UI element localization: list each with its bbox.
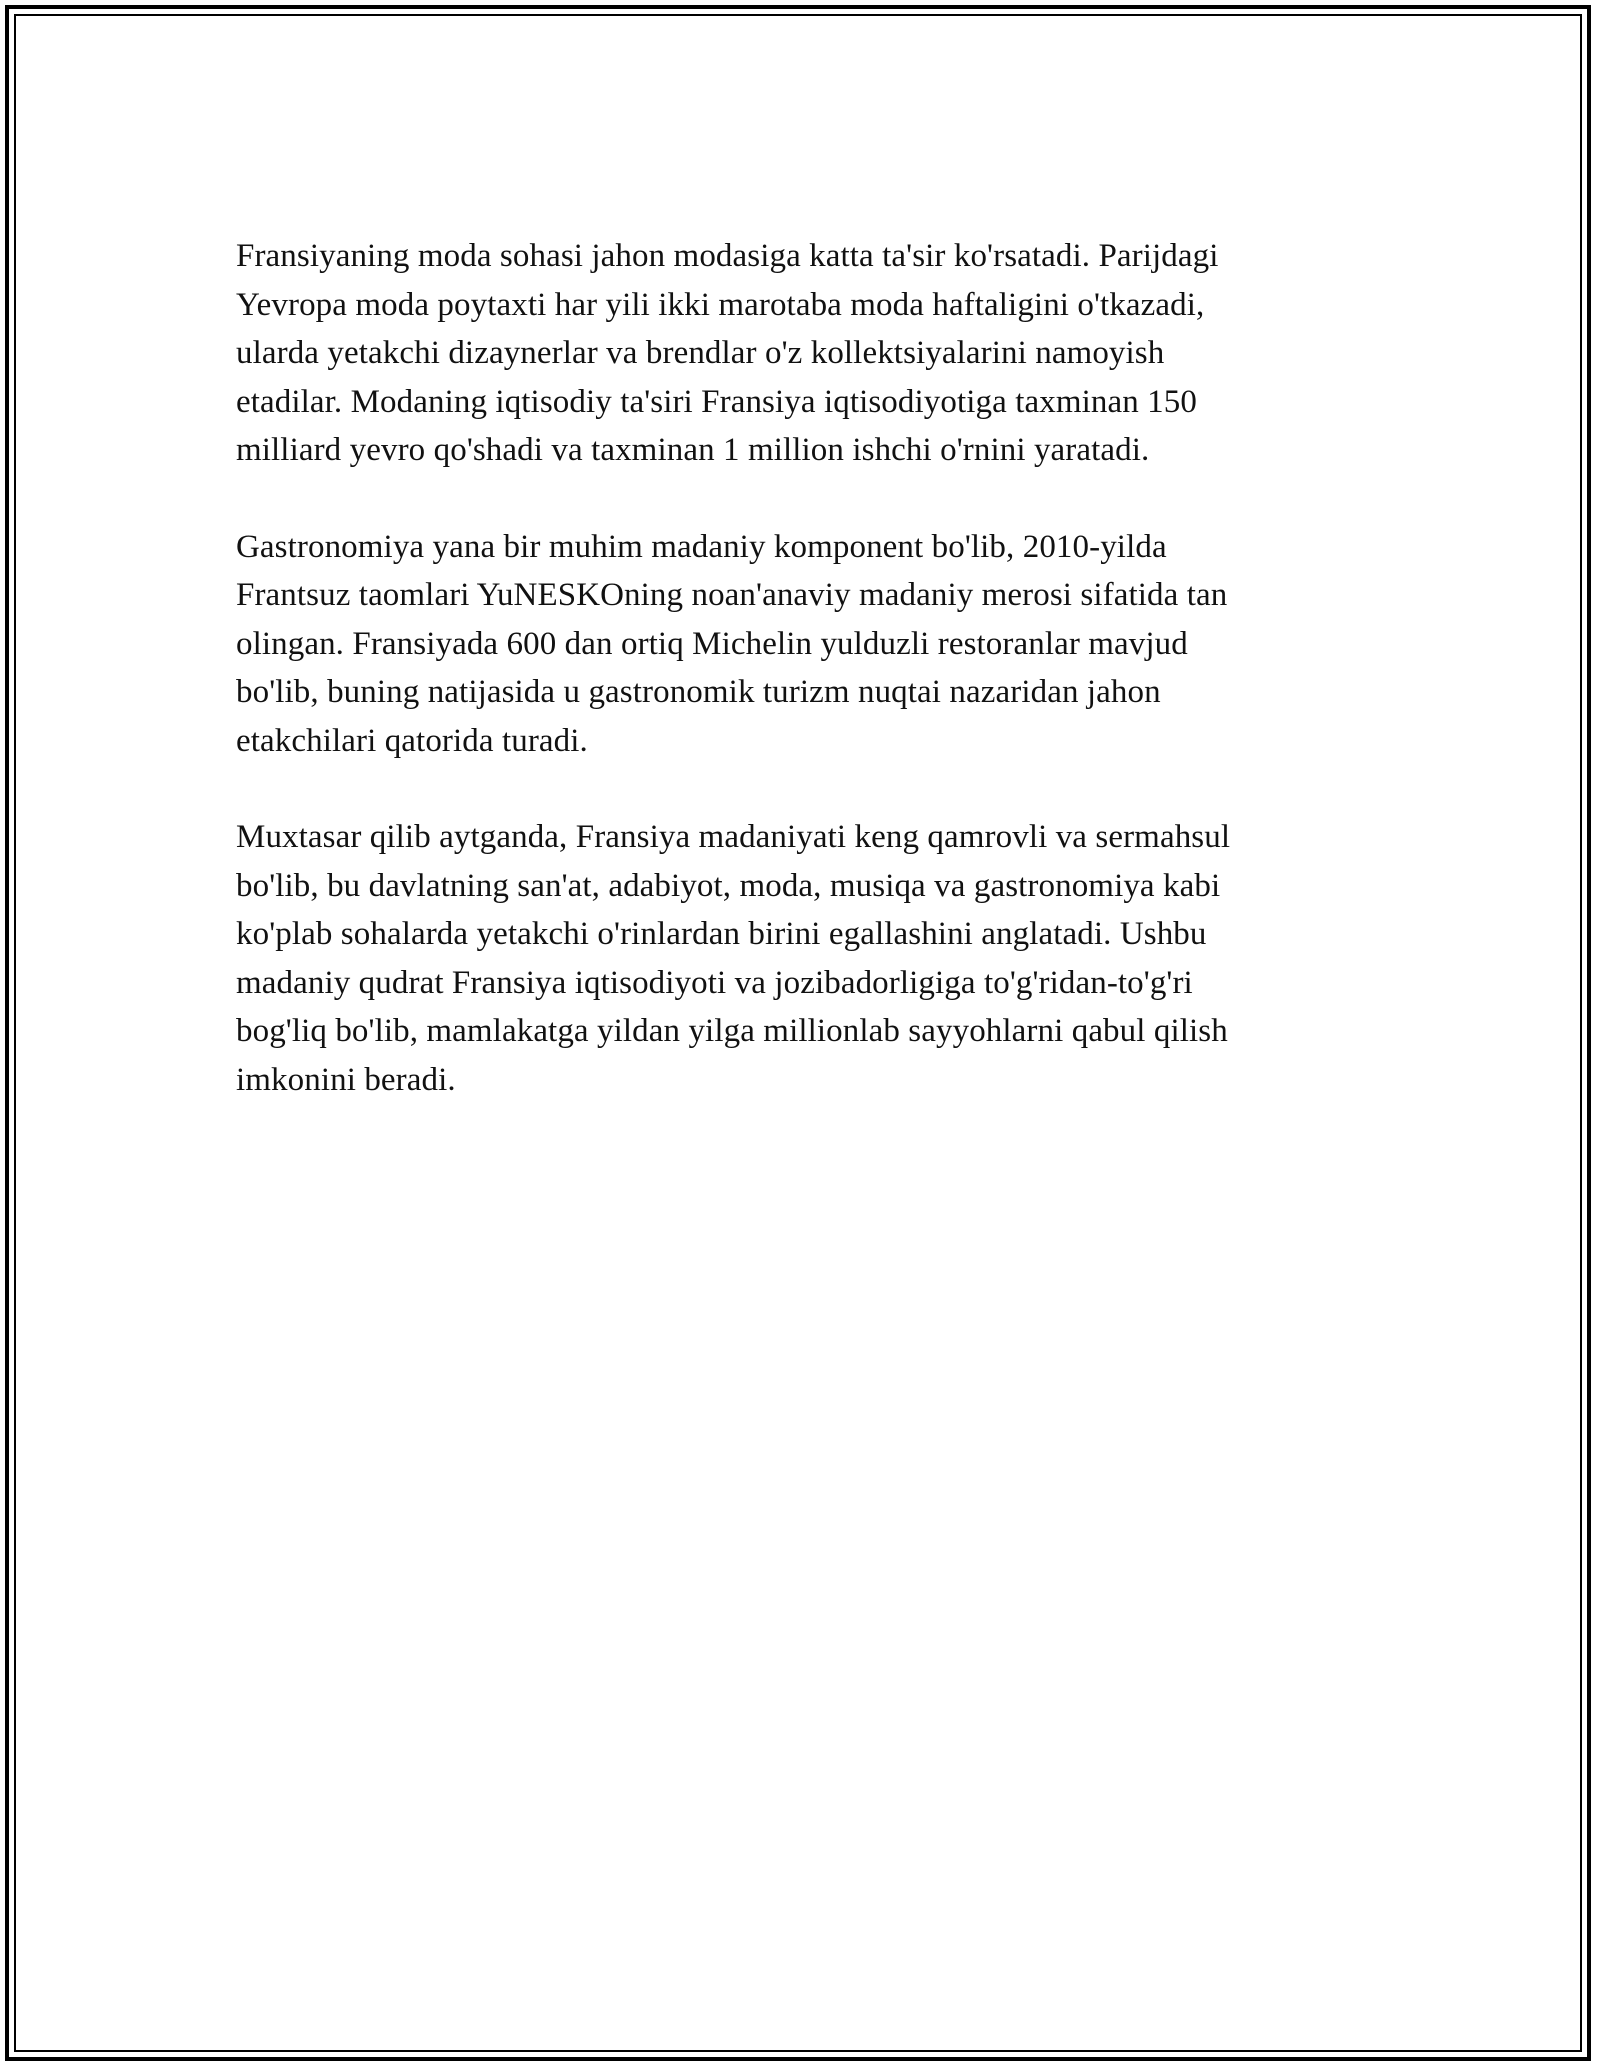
text-line: Gastronomiya yana bir muhim madaniy komponent bo'lib, 2010-yilda: [236, 528, 1167, 565]
paragraph-conclusion: [236, 813, 1356, 1104]
text-line: ko'plab sohalarda yetakchi o'rinlardan birini egallashini anglatadi. Ushbu: [236, 916, 1207, 952]
text-line: bog'liq bo'lib, mamlakatga yildan yilga millionlab sayyohlarni qabul qilish: [236, 1013, 1228, 1049]
paragraph-fashion: [236, 232, 1356, 475]
text-line: etakchilari qatorida turadi.: [236, 722, 588, 759]
paragraph-gastronomy: [236, 523, 1356, 766]
text-line: bo'lib, buning natijasida u gastronomik turizm nuqtai nazaridan jahon: [236, 674, 1161, 710]
text-line: Yevropa moda poytaxti har yili ikki marotaba moda haftaligini o'tkazadi,: [236, 286, 1205, 323]
text-line: imkonini beradi.: [236, 1061, 456, 1098]
document-body: [236, 232, 1356, 1152]
text-line: madaniy qudrat Fransiya iqtisodiyoti va jozibadorligiga to'g'ridan-to'g'ri: [236, 964, 1193, 1001]
text-line: milliard yevro qo'shadi va taxminan 1 million ishchi o'rnini yaratadi.: [236, 432, 1150, 468]
text-line: Fransiyaning moda sohasi jahon modasiga katta ta'sir ko'rsatadi. Parijdagi: [236, 238, 1219, 274]
text-line: bo'lib, bu davlatning san'at, adabiyot, moda, musiqa va gastronomiya kabi: [236, 867, 1221, 904]
text-line: ularda yetakchi dizaynerlar va brendlar o'z kollektsiyalarini namoyish: [236, 335, 1165, 371]
text-line: Frantsuz taomlari YuNESKOning noan'anaviy madaniy merosi sifatida tan: [236, 577, 1228, 613]
text-line: etadilar. Modaning iqtisodiy ta'siri Fransiya iqtisodiyotiga taxminan 150: [236, 383, 1197, 420]
text-line: olingan. Fransiyada 600 dan ortiq Michelin yulduzli restoranlar mavjud: [236, 625, 1188, 662]
text-line: Muxtasar qilib aytganda, Fransiya madaniyati keng qamrovli va sermahsul: [236, 819, 1231, 855]
